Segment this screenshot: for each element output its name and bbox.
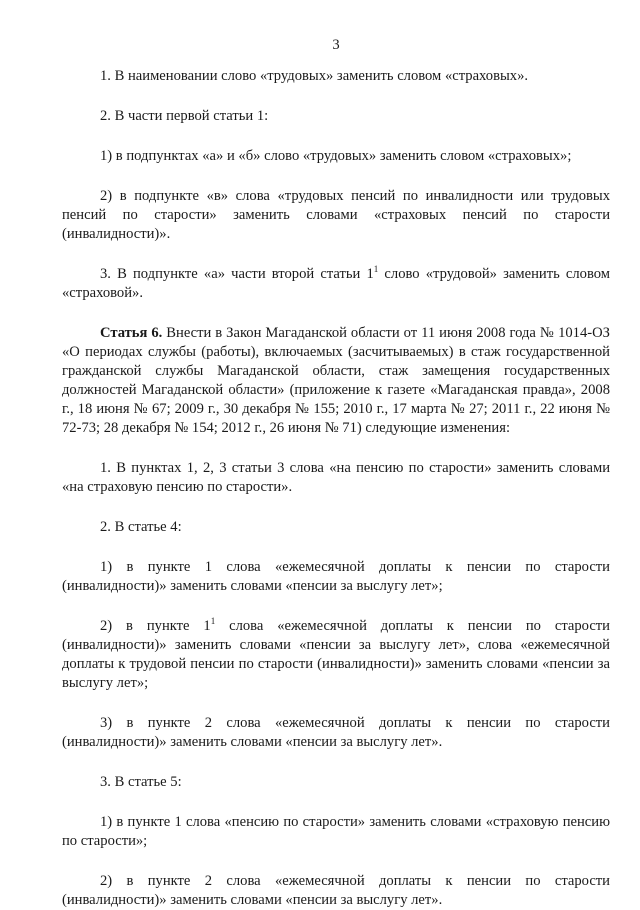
superscript: 1 — [210, 616, 216, 626]
paragraph-10 — [62, 617, 610, 693]
paragraph-13: 1) в пункте 1 слова «пенсию по старости» заменить словами «страховую пенсию по старости»; — [62, 814, 610, 849]
paragraph-5-text-a: 3. В подпункте «а» части второй статьи 1 — [100, 266, 374, 282]
paragraph-4: 2) в подпункте «в» слова «трудовых пенсий по инвалидности или трудовых пенсий по старости» заменить словами «страховых пенсий по старости (инвалидности)». — [62, 188, 610, 242]
page-number: 3 — [332, 37, 340, 53]
paragraph-10-text-a: 2) в пункте 1 — [100, 618, 211, 634]
document-page — [62, 36, 610, 910]
paragraph-14: 2) в пункте 2 слова «ежемесячной доплаты к пенсии по старости (инвалидности)» заменить словами «пенсии за выслугу лет». — [62, 873, 610, 908]
paragraph-8: 2. В статье 4: — [100, 519, 182, 535]
paragraph-10-text-b: слова «ежемесячной доплаты к пенсии по старости (инвалидности)» заменить словами «пенсии за выслугу лет», слова «ежемесячной доплаты к трудовой пенсии по старости (инвалидности)» заменить словами «пенсии за выслугу лет»; — [62, 618, 610, 691]
paragraph-2: 2. В части первой статьи 1: — [100, 108, 269, 124]
paragraph-9: 1) в пункте 1 слова «ежемесячной доплаты к пенсии по старости (инвалидности)» заменить словами «пенсии за выслугу лет»; — [62, 559, 610, 594]
paragraph-11: 3) в пункте 2 слова «ежемесячной доплаты к пенсии по старости (инвалидности)» заменить словами «пенсии за выслугу лет». — [62, 715, 610, 750]
paragraph-1: 1. В наименовании слово «трудовых» заменить словом «страховых». — [100, 68, 529, 84]
paragraph-3: 1) в подпунктах «а» и «б» слово «трудовых» заменить словом «страховых»; — [100, 148, 572, 164]
paragraph-12: 3. В статье 5: — [100, 774, 182, 790]
paragraph-7: 1. В пунктах 1, 2, 3 статьи 3 слова «на пенсию по старости» заменить словами «на страховую пенсию по старости». — [62, 460, 610, 495]
superscript: 1 — [373, 264, 379, 274]
article-6-paragraph — [62, 324, 610, 438]
article-heading: Статья 6. — [100, 325, 163, 341]
article-6-text: Внести в Закон Магаданской области от 11 июня 2008 года № 1014-ОЗ «О периодах службы (работы), включаемых (засчитываемых) в стаж государственной гражданской службы Магаданской области, стаж замещения государственных должностей Магаданской области» (приложение к газете «Магаданская правда», 2008 г., 18 июня № 67; 2009 г., 30 декабря № 155; 2010 г., 17 марта № 27; 2011 г., 22 июня № 72-73; 28 декабря № 154; 2012 г., 26 июня № 71) следующие изменения: — [62, 325, 610, 436]
paragraph-5-text-b: слово «трудовой» заменить словом «страховой». — [62, 266, 610, 301]
paragraph-5 — [62, 265, 610, 303]
